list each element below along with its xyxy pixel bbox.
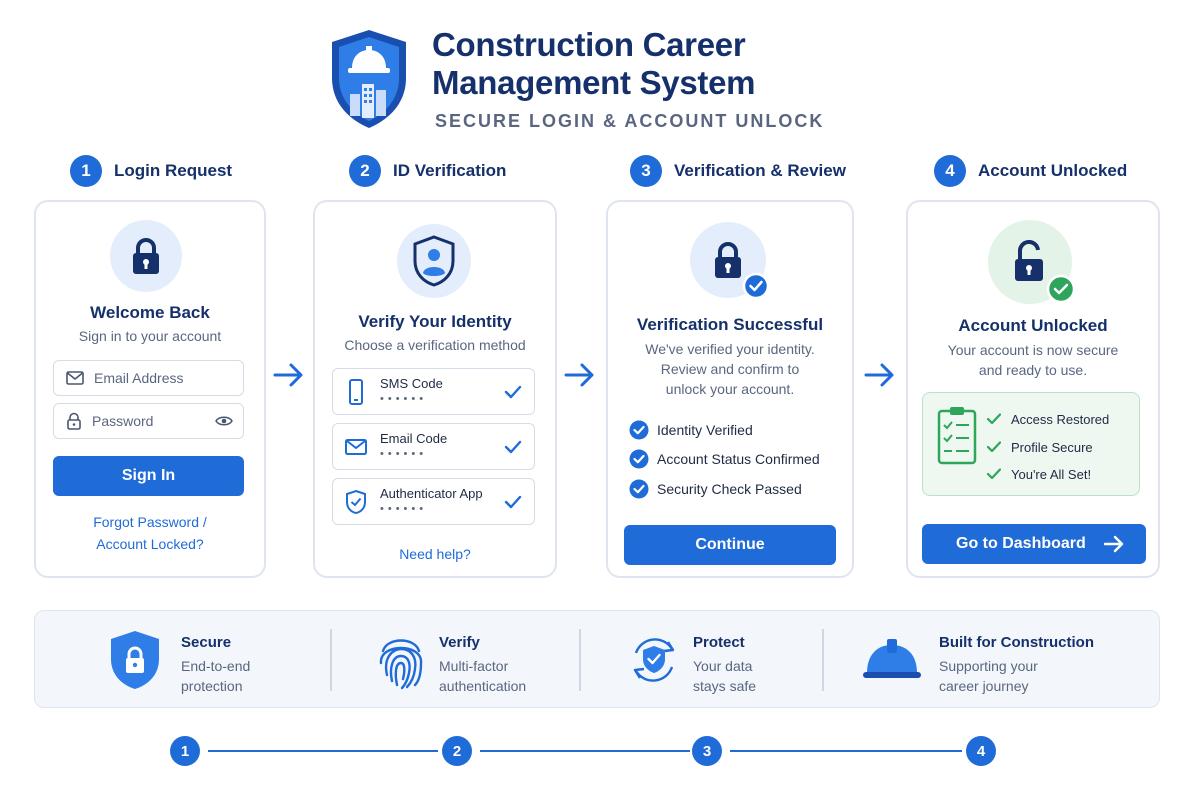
email-code-dots: •••••• [380,448,428,460]
review-description [608,339,852,399]
eye-icon[interactable] [215,415,233,427]
feature-protect [580,611,822,709]
step-header-2 [349,154,506,188]
step-number-1: 1 [70,155,102,187]
timeline-step-2: 2 [442,736,472,766]
green-check-icon [987,413,1001,425]
authenticator-app-label: Authenticator App [380,486,483,501]
unlocked-card [906,200,1160,578]
review-card [606,200,854,578]
feature-title: Built for Construction [939,634,1094,651]
password-field[interactable] [53,403,244,439]
shield-lock-icon [107,629,163,691]
page-subtitle: SECURE LOGIN & ACCOUNT UNLOCK [435,111,825,131]
step-header-4 [934,154,1127,188]
check-icon [504,383,522,401]
page-title [432,26,755,102]
step-title-4: Account Unlocked [978,161,1128,180]
review-desc-line3: unlock your account. [665,381,795,397]
step-number-4: 4 [934,155,966,187]
success-check-badge-icon [1046,274,1076,304]
check-item-account-status [629,449,820,469]
feature-description [181,656,250,696]
login-subtitle: Sign in to your account [78,328,222,344]
feature-title: Protect [693,634,745,651]
authenticator-app-dots: •••••• [380,503,428,515]
unlock-summary-box [922,392,1140,496]
unlocked-desc-line2: and ready to use. [978,362,1088,378]
summary-item-access [987,410,1109,428]
go-to-dashboard-button[interactable] [922,524,1146,564]
shield-user-icon-circle [397,224,471,298]
timeline-step-4: 4 [966,736,996,766]
arrow-right-icon [564,362,596,388]
lock-icon [711,240,745,280]
feature-desc-line2: protection [181,678,243,694]
timeline-step-3: 3 [692,736,722,766]
review-title: Verification Successful [636,315,824,334]
unlocked-desc-line1: Your account is now secure [947,342,1119,358]
timeline-connector [208,750,438,752]
check-item-security [629,479,802,499]
feature-built-for-construction [823,611,1159,709]
arrow-right-icon [273,362,305,388]
step-title-2: ID Verification [393,161,507,180]
timeline-connector [730,750,962,752]
page-title-line2: Management System [432,64,756,101]
feature-bar [34,610,1160,708]
fingerprint-icon [373,629,429,691]
need-help-link[interactable]: Need help? [399,546,471,562]
login-card [34,200,266,578]
check-item-label: Account Status Confirmed [657,451,820,467]
feature-desc-line1: Your data [693,658,753,674]
feature-desc-line1: Multi-factor [439,658,509,674]
verify-subtitle: Choose a verification method [344,337,526,353]
step-number-3: 3 [630,155,662,187]
mail-icon [66,371,84,385]
check-icon [504,438,522,456]
lock-icon [129,236,163,276]
shield-user-icon [412,235,456,287]
continue-button[interactable]: Continue [624,525,836,565]
unlocked-title: Account Unlocked [958,316,1108,335]
sign-in-button[interactable]: Sign In [53,456,244,496]
summary-item-label: You're All Set! [1011,466,1092,482]
verify-card [313,200,557,578]
feature-description [439,656,526,696]
unlocked-description [908,340,1158,380]
check-item-label: Security Check Passed [657,481,802,497]
check-item-identity [629,420,753,440]
feature-desc-line2: authentication [439,678,527,694]
feature-desc-line1: Supporting your [939,658,1038,674]
feature-desc-line2: stays safe [693,678,757,694]
step-header-3 [630,154,846,188]
arrow-right-icon [1104,535,1124,553]
summary-item-label: Profile Secure [1011,439,1093,455]
sms-code-dots: •••••• [380,393,428,405]
review-desc-line1: We've verified your identity. [645,341,815,357]
step-title-1: Login Request [114,161,233,180]
password-placeholder: Password [92,413,154,429]
sms-code-label: SMS Code [380,376,443,391]
green-check-icon [987,441,1001,453]
feature-title: Secure [181,634,232,651]
summary-item-all-set [987,465,1091,483]
forgot-line2: Account Locked? [96,536,204,552]
forgot-password-link[interactable] [36,511,264,555]
summary-item-profile [987,438,1093,456]
step-header-1 [70,154,232,188]
check-circle-icon [629,420,649,440]
check-item-label: Identity Verified [657,422,753,438]
email-placeholder: Email Address [94,370,184,386]
step-title-3: Verification & Review [674,161,846,180]
feature-desc-line1: End-to-end [181,658,251,674]
review-desc-line2: Review and confirm to [660,361,800,377]
login-title: Welcome Back [90,303,210,322]
go-to-dashboard-label: Go to Dashboard [956,535,1086,552]
check-circle-icon [629,449,649,469]
timeline-connector [480,750,690,752]
small-lock-icon [66,412,82,430]
shield-check-icon [345,489,367,515]
green-check-icon [987,468,1001,480]
feature-description [693,656,756,696]
feature-title: Verify [439,634,480,651]
feature-description [939,656,1038,696]
email-code-label: Email Code [380,431,448,446]
feature-verify [331,611,579,709]
timeline-step-1: 1 [170,736,200,766]
envelope-icon [345,434,367,460]
hard-hat-icon [861,629,923,691]
verify-title: Verify Your Identity [358,312,512,331]
step-number-2: 2 [349,155,381,187]
lock-icon-circle [110,220,182,292]
check-icon [504,493,522,511]
app-logo-shield-icon [328,28,410,130]
forgot-line1: Forgot Password / [93,514,207,530]
sms-code-option[interactable] [332,368,535,415]
email-code-option[interactable] [332,423,535,470]
check-badge-icon [742,272,770,300]
feature-secure [35,611,330,709]
check-circle-icon [629,479,649,499]
clipboard-checklist-icon [937,405,977,465]
shield-refresh-icon [626,629,682,691]
unlock-icon [1010,240,1050,284]
feature-desc-line2: career journey [939,678,1029,694]
authenticator-app-option[interactable] [332,478,535,525]
summary-item-label: Access Restored [1011,411,1110,427]
phone-icon [345,379,367,405]
page-title-line1: Construction Career [432,26,746,63]
email-field[interactable] [53,360,244,396]
arrow-right-icon [864,362,896,388]
